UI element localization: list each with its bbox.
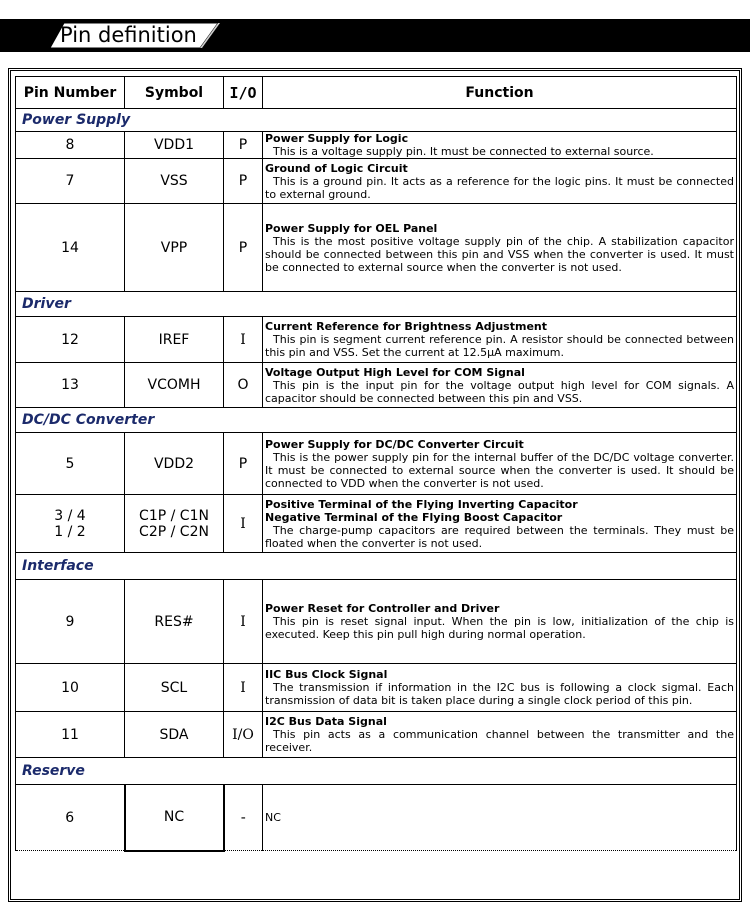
table-header-row: [16, 77, 737, 109]
function-title: Voltage Output High Level for COM Signal: [265, 365, 525, 379]
pin-number-cell: 14: [16, 204, 125, 292]
function-title: Ground of Logic Circuit: [265, 161, 408, 175]
table-row: [16, 495, 737, 553]
function-title: Power Reset for Controller and Driver: [265, 602, 500, 615]
io-cell: P: [224, 204, 263, 292]
function-cell: [263, 204, 737, 292]
function-description: This pin is segment current reference pin. A resistor should be connected between this pin and VSS. Set the current at 12.5μA maximum.: [265, 333, 734, 359]
col-header-symbol: Symbol: [125, 77, 224, 109]
io-cell: I: [224, 580, 263, 664]
col-header-io: I/O: [224, 77, 263, 109]
function-title: Power Supply for OEL Panel: [265, 221, 438, 235]
io-cell: I: [224, 495, 263, 553]
function-cell: [263, 433, 737, 495]
pin-number-cell: 5: [16, 433, 125, 495]
section-row: [16, 553, 737, 580]
function-cell: [263, 664, 737, 712]
section-label: Interface: [16, 553, 737, 580]
section-label: DC/DC Converter: [16, 408, 737, 433]
symbol-cell: VPP: [125, 204, 224, 292]
table-row: [16, 785, 737, 851]
function-description: This pin is reset signal input. When the pin is low, initialization of the chip is executed. Keep this pin pull high during normal operation.: [265, 615, 734, 641]
function-description: This pin acts as a communication channel between the transmitter and the receiver.: [265, 728, 734, 754]
header-banner: [0, 19, 750, 52]
table-row: [16, 363, 737, 408]
function-title: Power Supply for DC/DC Converter Circuit: [265, 437, 524, 451]
pin-number-cell: 3 / 4 1 / 2: [16, 495, 125, 553]
section-row: [16, 292, 737, 317]
table-row: [16, 204, 737, 292]
table-row: [16, 712, 737, 758]
function-description: NC: [265, 811, 281, 824]
section-label: Power Supply: [16, 109, 737, 132]
table-row: [16, 132, 737, 159]
io-cell: I: [224, 317, 263, 363]
function-description: This pin is the input pin for the voltage output high level for COM signals. A capacitor should be connected between this pin and VSS.: [265, 378, 734, 405]
function-description: This is the power supply pin for the internal buffer of the DC/DC voltage converter. It must be connected to external source when the converter is used. It should be connected to VDD when the converter is not used.: [265, 450, 734, 490]
io-cell: O: [224, 363, 263, 408]
function-cell: [263, 785, 737, 851]
table-row: [16, 664, 737, 712]
table-row: [16, 159, 737, 204]
function-cell: [263, 495, 737, 553]
pin-number-cell: 6: [16, 785, 125, 851]
pin-number-cell: 9: [16, 580, 125, 664]
io-cell: P: [224, 159, 263, 204]
symbol-cell: IREF: [125, 317, 224, 363]
pin-number-cell: 7: [16, 159, 125, 204]
symbol-cell: VSS: [125, 159, 224, 204]
symbol-cell: SCL: [125, 664, 224, 712]
symbol-cell: SDA: [125, 712, 224, 758]
page-title: Pin definition: [60, 23, 197, 47]
io-cell: I: [224, 664, 263, 712]
symbol-cell: VDD2: [125, 433, 224, 495]
symbol-cell: VCOMH: [125, 363, 224, 408]
function-title: Power Supply for Logic: [265, 132, 409, 145]
col-header-pin-number: Pin Number: [16, 77, 125, 109]
function-title: Positive Terminal of the Flying Inverting Capacitor: [265, 497, 578, 511]
pin-number-cell: 12: [16, 317, 125, 363]
io-cell: P: [224, 433, 263, 495]
table-body: [16, 109, 737, 851]
function-title: Current Reference for Brightness Adjustment: [265, 320, 547, 333]
pin-number-cell: 10: [16, 664, 125, 712]
function-description: The charge-pump capacitors are required between the terminals. They must be floated when the converter is not used.: [265, 523, 734, 550]
table-row: [16, 580, 737, 664]
io-cell: I/O: [224, 712, 263, 758]
io-cell: -: [224, 785, 263, 851]
function-description: This is a ground pin. It acts as a reference for the logic pins. It must be connected to external ground.: [265, 174, 734, 201]
function-cell: [263, 317, 737, 363]
section-row: [16, 408, 737, 433]
pin-number-cell: 13: [16, 363, 125, 408]
section-row: [16, 109, 737, 132]
function-title: Negative Terminal of the Flying Boost Capacitor: [265, 510, 563, 524]
table-row: [16, 433, 737, 495]
function-title: IIC Bus Clock Signal: [265, 668, 388, 681]
function-description: This is a voltage supply pin. It must be connected to external source.: [273, 145, 654, 158]
symbol-cell: RES#: [125, 580, 224, 664]
function-title: I2C Bus Data Signal: [265, 715, 387, 728]
function-description: This is the most positive voltage supply pin of the chip. A stabilization capacitor should be connected between this pin and VSS when the converter is used. It must be connected to external source when the converter is not used.: [265, 234, 734, 274]
pin-number-cell: 11: [16, 712, 125, 758]
pin-table-frame: [8, 68, 742, 902]
function-cell: [263, 159, 737, 204]
table-row: [16, 317, 737, 363]
section-label: Driver: [16, 292, 737, 317]
col-header-function: Function: [263, 77, 737, 109]
function-cell: [263, 712, 737, 758]
section-label: Reserve: [16, 758, 737, 785]
section-row: [16, 758, 737, 785]
symbol-cell: VDD1: [125, 132, 224, 159]
io-cell: P: [224, 132, 263, 159]
symbol-cell: NC: [125, 785, 224, 851]
function-cell: [263, 363, 737, 408]
pin-definition-table: [15, 76, 737, 852]
function-cell: [263, 132, 737, 159]
pin-number-cell: 8: [16, 132, 125, 159]
function-cell: [263, 580, 737, 664]
symbol-cell: C1P / C1N C2P / C2N: [125, 495, 224, 553]
function-description: The transmission if information in the I2C bus is following a clock sigmal. Each transmission of data bit is taken place during a single clock period of this pin.: [265, 681, 734, 707]
